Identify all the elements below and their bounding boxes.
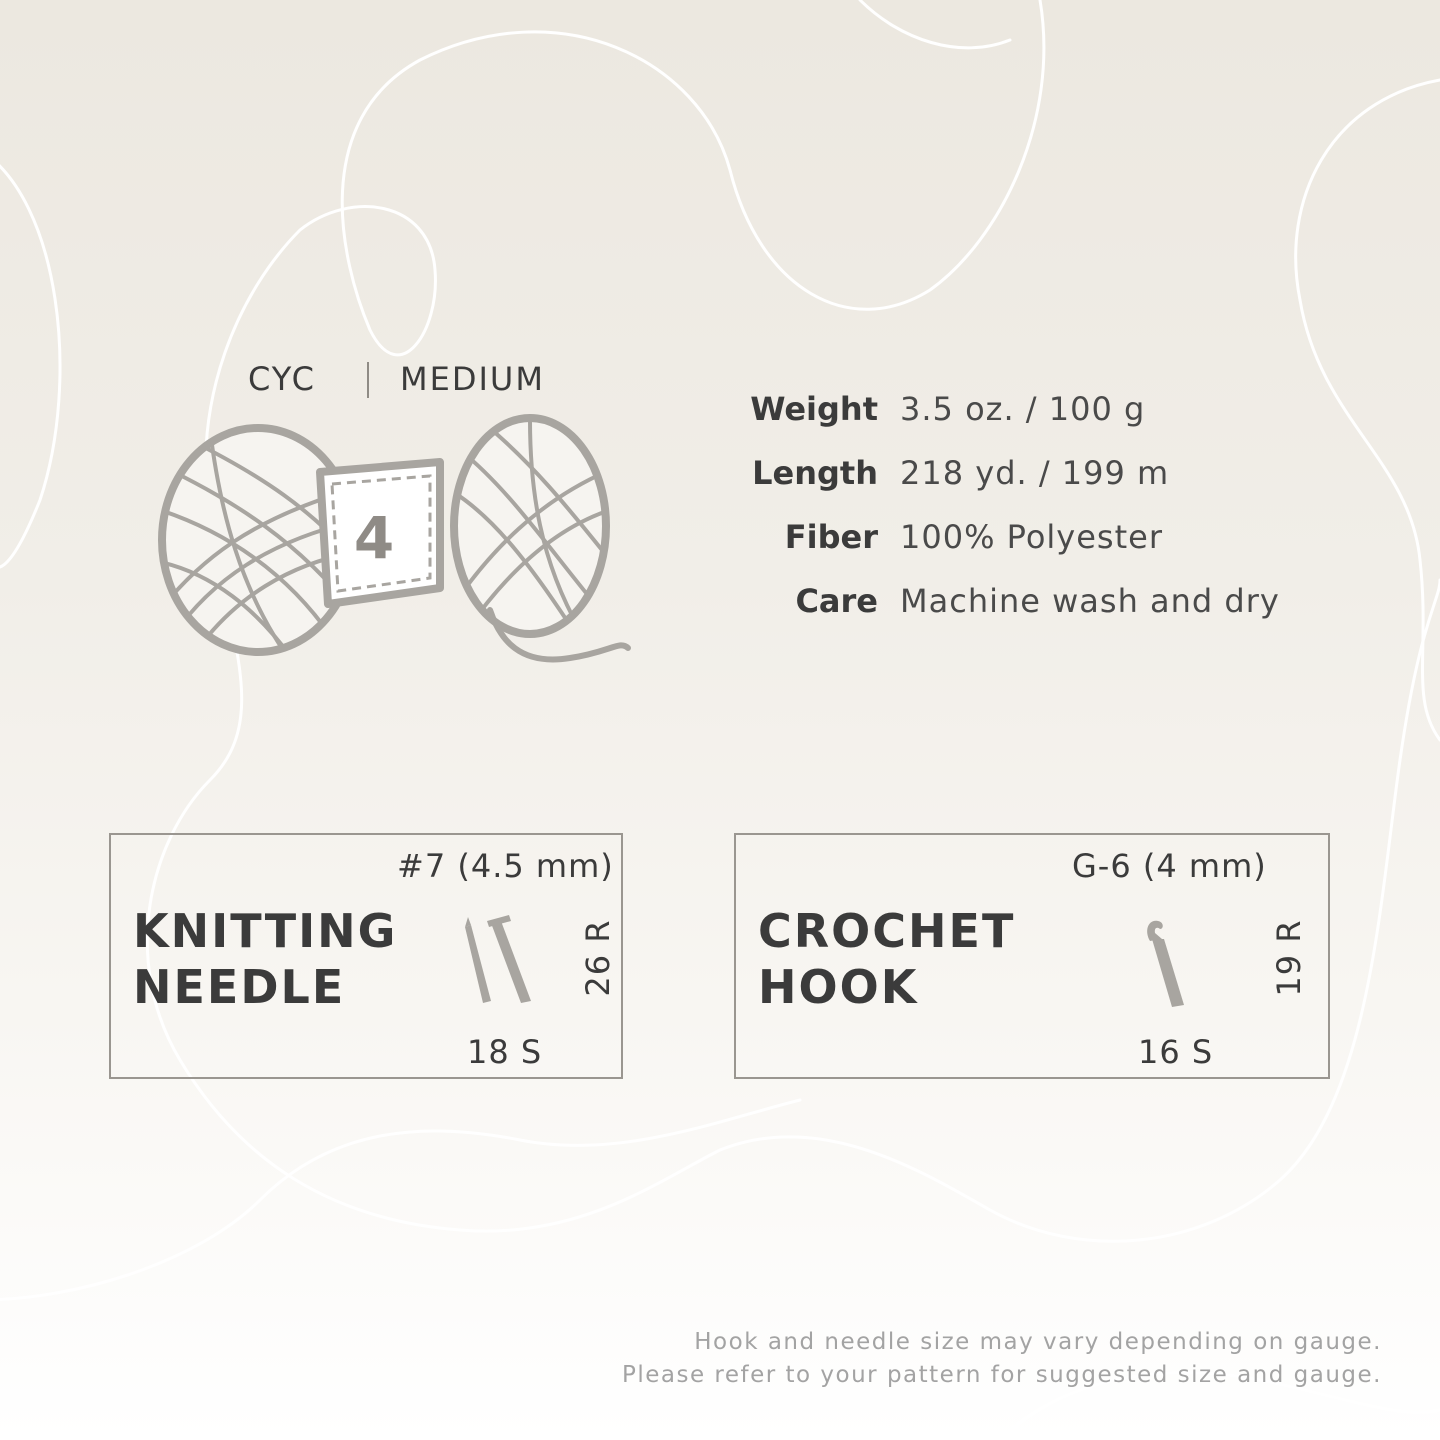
disclaimer-line: Hook and needle size may vary depending on gauge. — [694, 1329, 1382, 1355]
spec-value: 100% Polyester — [900, 518, 1163, 556]
spec-row-fiber — [720, 518, 1360, 582]
tool-name-line: CROCHET — [758, 904, 1016, 958]
stitch-count: 16 S — [1138, 1033, 1214, 1071]
spec-row-care — [720, 582, 1360, 646]
row-count: 19 R — [1270, 919, 1308, 997]
knitting-needles-icon — [461, 913, 537, 1005]
cyc-weight-header — [220, 360, 580, 400]
gauge-disclaimer — [482, 1326, 1382, 1392]
cyc-weight-number: 4 — [353, 504, 395, 572]
cyc-weight-category: MEDIUM — [400, 360, 545, 398]
tool-name-line: KNITTING — [133, 904, 398, 958]
tool-name — [133, 903, 397, 1015]
spec-value: 3.5 oz. / 100 g — [900, 390, 1146, 428]
needle-size: #7 (4.5 mm) — [397, 847, 614, 885]
tool-name-line: HOOK — [758, 960, 919, 1014]
tool-name — [758, 903, 1015, 1015]
yarn-specs — [720, 390, 1360, 646]
spec-row-length — [720, 454, 1360, 518]
row-count: 26 R — [579, 919, 617, 997]
spec-value: Machine wash and dry — [900, 582, 1280, 620]
knitting-needle-gauge-box — [109, 833, 623, 1079]
spec-label: Weight — [750, 390, 878, 428]
yarn-skein-icon — [150, 410, 640, 670]
stitch-count: 18 S — [467, 1033, 543, 1071]
spec-value: 218 yd. / 199 m — [900, 454, 1170, 492]
crochet-hook-icon — [1138, 917, 1198, 1009]
spec-row-weight — [720, 390, 1360, 454]
cyc-divider — [367, 362, 369, 398]
cyc-label: CYC — [248, 360, 316, 398]
disclaimer-line: Please refer to your pattern for suggested size and gauge. — [621, 1362, 1382, 1388]
spec-label: Length — [752, 454, 878, 492]
tool-name-line: NEEDLE — [133, 960, 346, 1014]
crochet-hook-gauge-box — [734, 833, 1330, 1079]
spec-label: Fiber — [784, 518, 878, 556]
hook-size: G-6 (4 mm) — [1072, 847, 1267, 885]
spec-label: Care — [795, 582, 878, 620]
